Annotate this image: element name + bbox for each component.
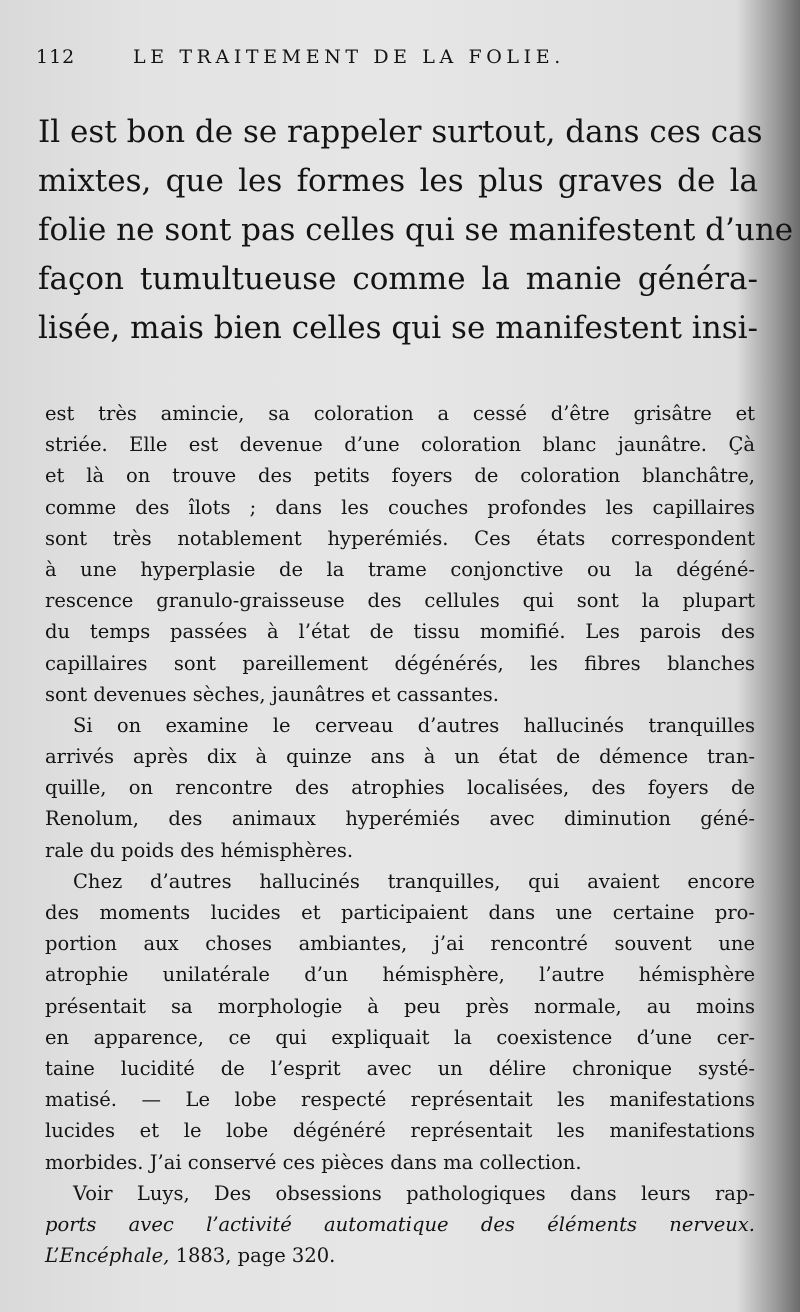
text-line: à une hyperplasie de la trame conjonctive ou la dégéné- [45, 557, 755, 581]
text-line: rescence granulo-graisseuse des cellules qui sont la plupart [45, 589, 755, 613]
text-line: est très amincie, sa coloration a cessé d’être grisâtre et [45, 402, 755, 425]
text-line: matisé. — Le lobe respecté représentait les manifestations [45, 1088, 755, 1112]
text-line: Si on examine le cerveau d’autres hallucinés tranquilles [73, 713, 755, 737]
reference-publication [45, 1240, 755, 1271]
text-line: Chez d’autres hallucinés tranquilles, qui avaient encore [73, 869, 755, 893]
page-number: 112 [36, 46, 76, 68]
running-header [36, 42, 736, 74]
text-line: façon tumultueuse comme la manie généra- [38, 261, 758, 297]
text-line: mixtes, que les formes les plus graves de la [38, 163, 758, 199]
text-line: comme des îlots ; dans les couches profondes les capillaires [45, 495, 755, 519]
text-line: portion aux choses ambiantes, j’ai rencontré souvent une [45, 932, 755, 956]
text-line: taine lucidité de l’esprit avec un délire chronique systé- [45, 1056, 755, 1080]
text-line: folie ne sont pas celles qui se manifestent d’une [38, 212, 794, 248]
text-line: lisée, mais bien celles qui se manifestent insi- [38, 310, 758, 346]
running-title: LE TRAITEMENT DE LA FOLIE. [133, 46, 565, 68]
text-line: sont très notablement hyperémiés. Ces états correspondent [45, 526, 755, 550]
text-line: morbides. J’ai conservé ces pièces dans ma collection. [45, 1150, 582, 1174]
text-line: présentait sa morphologie à peu près normale, au moins [45, 994, 755, 1018]
text-line: Renolum, des animaux hyperémiés avec diminution géné- [45, 807, 755, 831]
reference-line: ports avec l’activité automatique des éléments nerveux. [45, 1212, 755, 1236]
text-line: sont devenues sèches, jaunâtres et cassantes. [45, 682, 499, 706]
text-line: striée. Elle est devenue d’une coloration blanc jaunâtre. Çà [45, 433, 755, 457]
text-line: des moments lucides et participaient dans une certaine pro- [45, 901, 755, 924]
text-line: atrophie unilatérale d’un hémisphère, l’autre hémisphère [45, 963, 755, 987]
text-line: capillaires sont pareillement dégénérés, les fibres blanches [45, 651, 755, 675]
large-print-paragraph [38, 108, 794, 353]
text-line: rale du poids des hémisphères. [45, 838, 354, 862]
text-line: et là on trouve des petits foyers de coloration blanchâtre, [45, 464, 755, 488]
text-line: en apparence, ce qui expliquait la coexistence d’une cer- [45, 1025, 755, 1049]
text-line: arrivés après dix à quinze ans à un état de démence tran- [45, 745, 755, 769]
text-line: quille, on rencontre des atrophies localisées, des foyers de [45, 776, 755, 800]
text-line: lucides et le lobe dégénéré représentait les manifestations [45, 1119, 755, 1143]
body-text [45, 398, 755, 1271]
text-line: du temps passées à l’état de tissu momifié. Les parois des [45, 620, 755, 644]
citation-details: 1883, page 320. [169, 1244, 336, 1268]
text-line: Il est bon de se rappeler surtout, dans ces cas [38, 114, 763, 150]
reference-line: Voir Luys, Des obsessions pathologiques dans leurs rap- [73, 1181, 755, 1205]
journal-name: L’Encéphale, [45, 1244, 170, 1268]
